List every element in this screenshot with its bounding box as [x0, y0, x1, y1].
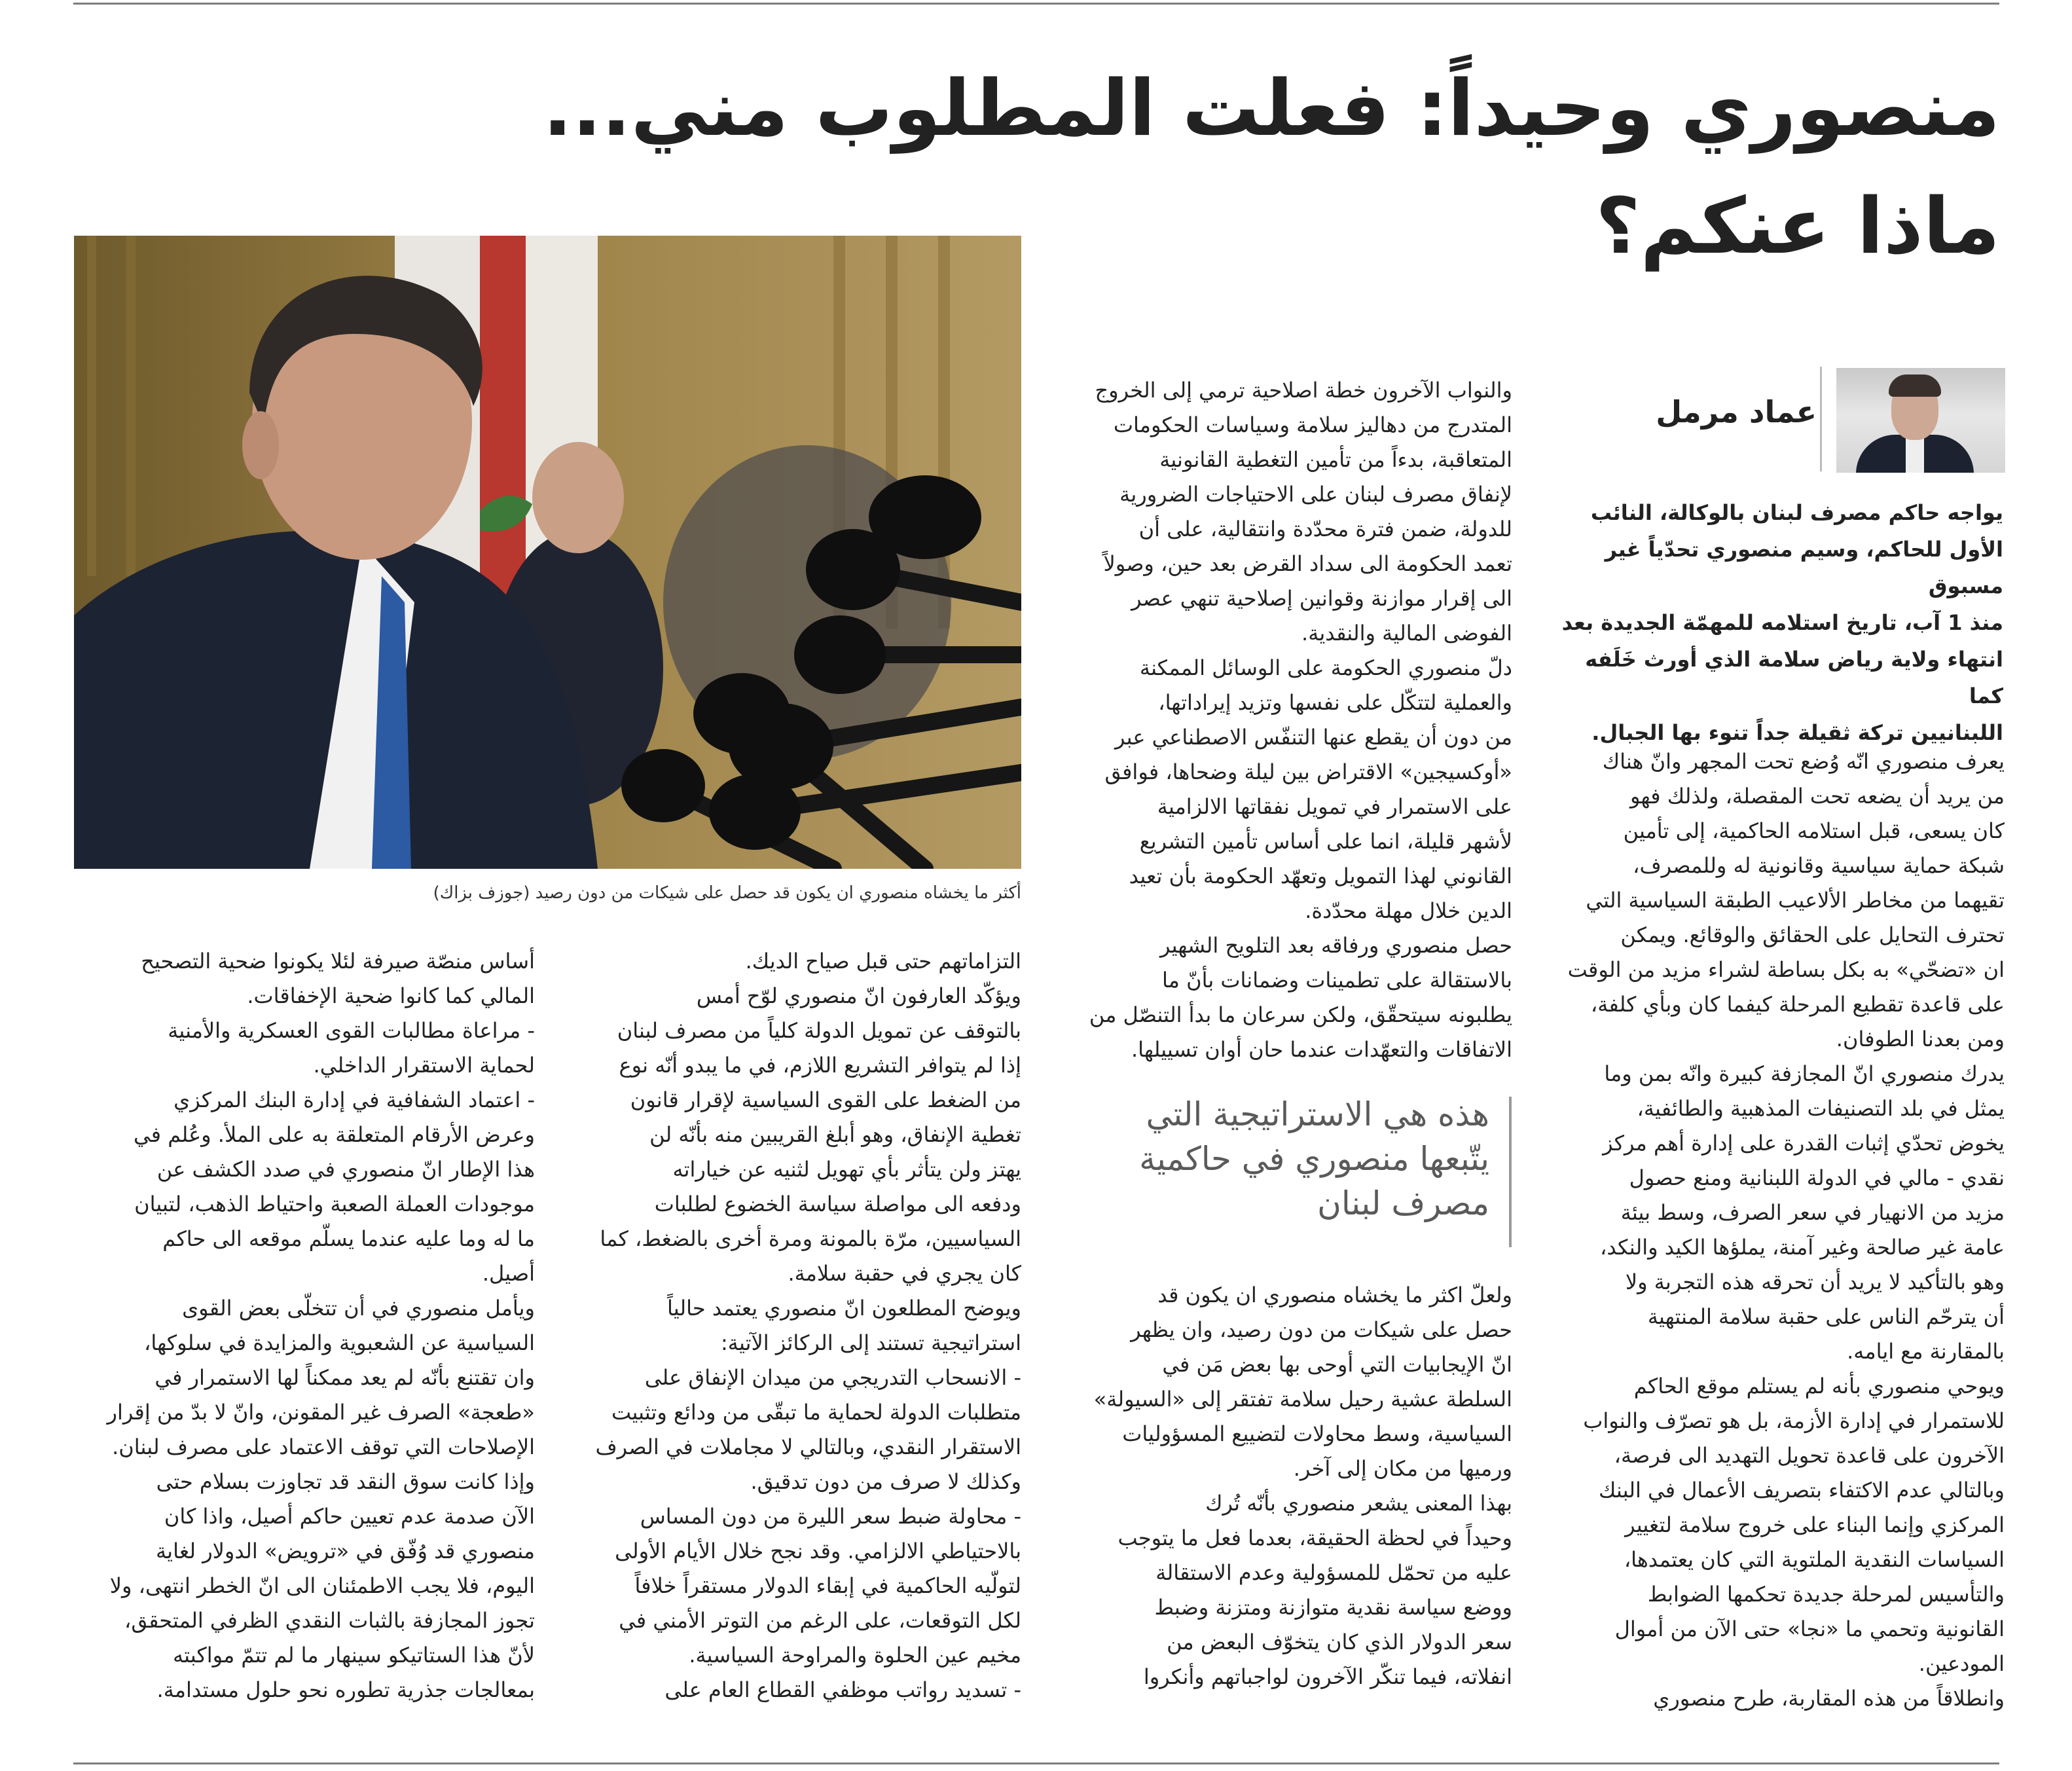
column-line: الفوضى المالية والنقدية. — [1301, 621, 1512, 646]
column-line: يدرك منصوري انّ المجازفة كبيرة وانّه بمن وما — [1604, 1061, 2005, 1086]
column-line: بالاستقالة على تطمينات وضمانات بأنّ ما — [1162, 968, 1512, 993]
column-line: وان تقتنع بأنّه لم يعد ممكناً لها الاستمرار في — [154, 1365, 535, 1390]
column-line: يطلبونه سيتحقّق، ولكن سرعان ما بدأ التنصّل من — [1089, 1002, 1512, 1027]
column-line: بالمقارنة مع ايامه. — [1847, 1339, 2005, 1364]
column-line: على قاعدة تقطيع المرحلة كيفما كان وبأي كلفة، — [1590, 992, 2005, 1017]
column-line: ويوضح المطلعون انّ منصوري يعتمد حالياً — [667, 1296, 1021, 1321]
column-line: انفلاته، فيما تنكّر الآخرون لواجباتهم وأنكروا — [1143, 1664, 1512, 1689]
column-line: الاتفاقات والتعهّدات عندما حان أوان تسييلها. — [1131, 1037, 1512, 1062]
lead-line: الأول للحاكم، وسيم منصوري تحدّياً غير مسبوق — [1605, 537, 2003, 598]
column-line: أساس منصّة صيرفة لئلا يكونوا ضحية التصحيح — [141, 949, 535, 974]
column-line: ويؤكّد العارفون انّ منصوري لوّح أمس — [696, 983, 1021, 1008]
column-line: بالتوقف عن تمويل الدولة كلياً من مصرف لبنان — [617, 1018, 1021, 1043]
column-line: ان «تضحّي» به بكل بساطة لشراء مزيد من الوقت — [1567, 957, 2005, 982]
column-line: انّ الإيجابيات التي أوحى بها بعض مَن في — [1162, 1352, 1512, 1377]
column-line: - مراعاة مطالبات القوى العسكرية والأمنية — [168, 1018, 535, 1043]
column-line: السياسية، وسط محاولات لتضييع المسؤوليات — [1122, 1421, 1512, 1446]
column-line: المالي كما كانوا ضحية الإخفاقات. — [247, 983, 535, 1008]
column-line: الى إقرار موازنة وقوانين إصلاحية تنهي عصر — [1131, 586, 1512, 611]
column-line: لتولّيه الحاكمية في إبقاء الدولار مستقراً خلافاً — [634, 1573, 1021, 1598]
headline-line-1: منصوري وحيداً: فعلت المطلوب مني... — [543, 63, 2000, 153]
lead-line: يواجه حاكم مصرف لبنان بالوكالة، النائب — [1590, 500, 2003, 525]
column-line: والنواب الآخرون خطة اصلاحية ترمي إلى الخروج — [1095, 378, 1512, 403]
column-line: إذا لم يتوافر التشريع اللازم، في ما يبدو أنّه نوع — [619, 1053, 1021, 1078]
column-line: المتعاقبة، بدءاً من تأمين التغطية القانونية — [1159, 447, 1512, 472]
column-line: سعر الدولار الذي كان يتخوّف البعض من — [1167, 1630, 1512, 1654]
column-line: الإصلاحات التي توقف الاعتماد على مصرف لبنان. — [112, 1434, 535, 1459]
column-line: على الاستمرار في تمويل نفقاتها الالزامية — [1157, 794, 1512, 819]
column-line: لأشهر قليلة، انما على أساس تأمين التشريع — [1139, 829, 1512, 854]
column-line: يخوض تحدّي إثبات القدرة على إدارة أهم مركز — [1603, 1131, 2005, 1156]
pull-quote-line: مصرف لبنان — [1317, 1184, 1489, 1222]
column-line: وعرض الأرقام المتعلقة به على الملأ. وعُلم في — [134, 1122, 535, 1147]
column-line: من يريد أن يضعه تحت المقصلة، ولذلك فهو — [1629, 784, 2005, 809]
column-line: ويوحي منصوري بأنه لم يستلم موقع الحاكم — [1633, 1374, 2005, 1398]
column-line: لأنّ هذا الستاتيكو سينهار ما لم تتمّ مواكبته — [172, 1643, 535, 1668]
author-name: عماد مرمل — [1656, 394, 1817, 429]
column-line: «أوكسيجين» الاقتراض بين ليلة وضحاها، فوافق — [1104, 759, 1512, 784]
column-line: ومن بعدنا الطوفان. — [1836, 1027, 2005, 1051]
column-line: هذا الإطار انّ منصوري في صدد الكشف عن — [156, 1157, 535, 1182]
column-line: كان يجري في حقبة سلامة. — [788, 1261, 1021, 1286]
pull-quote-line: هذه هي الاستراتيجية التي — [1146, 1095, 1489, 1133]
column-line: - تسديد رواتب موظفي القطاع العام على — [664, 1677, 1021, 1702]
column-line: الاستقرار النقدي، وبالتالي لا مجاملات في الصرف — [595, 1434, 1021, 1459]
column-line: مزيد من الانهيار في سعر الصرف، وسط بيئة — [1620, 1200, 2005, 1225]
column-line: تعمد الحكومة الى سداد القرض بعد حين، وصولاً — [1103, 551, 1512, 576]
column-line: نقدي - مالي في الدولة اللبنانية ومنع حصول — [1629, 1165, 2005, 1190]
article-column-2 — [1057, 373, 1512, 1067]
article-column-1 — [1532, 744, 2005, 1716]
column-line: للاستمرار في إدارة الأزمة، بل هو تصرّف والنواب — [1583, 1408, 2005, 1433]
column-line: تجوز المجازفة بالثبات النقدي الظرفي المتحقق، — [124, 1608, 535, 1633]
column-line: حصل على شيكات من دون رصيد، وان يظهر — [1131, 1317, 1512, 1342]
column-line: المودعين. — [1918, 1651, 2005, 1676]
column-line: وهو بالتأكيد لا يريد أن تحرقه هذه التجربة ولا — [1625, 1269, 2005, 1294]
column-line: للدولة، ضمن فترة محدّدة وانتقالية، على أن — [1138, 517, 1512, 541]
column-line: الدين خلال مهلة محدّدة. — [1305, 898, 1512, 923]
column-line: القانونية وتحمي ما «نجا» حتى الآن من أموال — [1614, 1616, 2005, 1641]
column-line: عامة غير صالحة وغير آمنة، يملؤها الكيد والنكد، — [1599, 1235, 2005, 1260]
pull-quote-rule — [1509, 1097, 1512, 1247]
column-line: يهتز ولن يتأثر بأي تهويل لثنيه عن خياراته — [672, 1157, 1021, 1182]
lead-paragraph — [1558, 494, 2003, 751]
column-line: ورميها من مكان إلى آخر. — [1293, 1456, 1512, 1481]
column-line: موجودات العملة الصعبة واحتياط الذهب، لتبيان — [134, 1192, 535, 1216]
column-line: أن يترحّم الناس على حقبة سلامة المنتهية — [1647, 1304, 2005, 1329]
headline-line-2: ماذا عنكم؟ — [1595, 181, 2000, 271]
column-line: الآخرون على قاعدة تحويل التهديد الى فرصة، — [1614, 1443, 2005, 1468]
column-line: والتأسيس لمرحلة جديدة تحكمها الضوابط — [1647, 1582, 2005, 1607]
column-line: يمثل في بلد التصنيفات المذهبية والطائفية، — [1637, 1096, 2005, 1121]
column-line: تغطية الإنفاق، وهو أبلغ القريبين منه بأنّه لن — [649, 1122, 1021, 1147]
article-column-3 — [550, 944, 1021, 1707]
column-line: وبالتالي عدم الاكتفاء بتصريف الأعمال في البنك — [1598, 1478, 2005, 1503]
column-line: القانوني لهذا التمويل وتعهّد الحكومة بأن تعيد — [1129, 864, 1512, 888]
column-line: من الضغط على القوى السياسية لإقرار قانون — [630, 1087, 1021, 1112]
photo-caption: أكثر ما يخشاه منصوري ان يكون قد حصل على شيكات من دون رصيد (جوزف بزاك) — [433, 883, 1021, 903]
column-line: ويأمل منصوري في أن تتخلّى بعض القوى — [182, 1296, 535, 1321]
column-line: من دون أن يقطع عنها التنفّس الاصطناعي عبر — [1115, 725, 1512, 750]
column-line: لإنفاق مصرف لبنان على الاحتياجات الضرورية — [1119, 482, 1512, 507]
column-line: متطلبات الدولة لحماية ما تبقّى من ودائع وتثبيت — [611, 1400, 1021, 1425]
column-line: - اعتماد الشفافية في إدارة البنك المركزي — [173, 1087, 535, 1112]
column-line: وحيداً في لحظة الحقيقة، بعدما فعل ما يتوجب — [1118, 1525, 1512, 1550]
column-line: أصيل. — [482, 1261, 535, 1286]
column-line: والعملية لتتكّل على نفسها وتزيد إيراداتها، — [1158, 690, 1512, 715]
column-line: لكل التوقعات، على الرغم من التوتر الأمني في — [619, 1608, 1021, 1633]
article-column-2-continued — [1057, 1278, 1512, 1694]
column-line: ووضع سياسة نقدية متوازنة ومتزنة وضبط — [1154, 1595, 1512, 1620]
column-line: الآن صدمة عدم تعيين حاكم أصيل، واذا كان — [164, 1504, 535, 1529]
lead-line: انتهاء ولاية رياض سلامة الذي أورث خَلَفه كما — [1585, 647, 2003, 708]
column-line: تقيهما من مخاطر الألاعيب الطبقة السياسية التي — [1586, 888, 2005, 913]
column-line: السلطة عشية رحيل سلامة تفتقر إلى «السيولة» — [1093, 1387, 1512, 1412]
column-line: دلّ منصوري الحكومة على الوسائل الممكنة — [1139, 655, 1512, 680]
column-line: يعرف منصوري انّه وُضع تحت المجهر وانّ هناك — [1602, 749, 2005, 774]
bottom-rule — [73, 1762, 1999, 1764]
column-line: السياسية عن الشعبوية والمزايدة في سلوكها، — [144, 1330, 535, 1355]
column-line: - الانسحاب التدريجي من ميدان الإنفاق على — [644, 1365, 1021, 1390]
column-line: التزاماتهم حتى قبل صياح الديك. — [745, 949, 1021, 974]
column-line: عليه من تحمّل للمسؤولية وعدم الاستقالة — [1155, 1560, 1512, 1585]
column-line: بالاحتياطي الالزامي. وقد نجح خلال الأيام الأولى — [615, 1539, 1021, 1563]
column-line: اليوم، فلا يجب الاطمئنان الى انّ الخطر انتهى، ولا — [109, 1573, 535, 1598]
lead-line: منذ 1 آب، تاريخ استلامه للمهمّة الجديدة بعد — [1561, 610, 2003, 635]
column-line: السياسيين، مرّة بالمونة ومرة أخرى بالضغط، كما — [600, 1226, 1021, 1251]
column-line: بمعالجات جذرية تطوره نحو حلول مستدامة. — [156, 1677, 535, 1702]
column-line: حصل منصوري ورفاقه بعد التلويح الشهير — [1160, 933, 1512, 958]
column-line: ولعلّ اكثر ما يخشاه منصوري ان يكون قد — [1157, 1283, 1512, 1307]
column-line: المركزي وإنما البناء على خروج سلامة لتغيير — [1625, 1512, 2005, 1537]
article-photo — [74, 236, 1021, 869]
top-rule — [73, 3, 1999, 5]
column-line: - محاولة ضبط سعر الليرة من دون المساس — [640, 1504, 1021, 1529]
column-line: مخيم عين الحلوة والمراوحة السياسية. — [689, 1643, 1021, 1668]
column-line: استراتيجية تستند إلى الركائز الآتية: — [721, 1330, 1021, 1355]
author-separator — [1820, 367, 1822, 471]
column-line: منصوري قد وُفّق في «ترويض» الدولار لغاية — [156, 1539, 535, 1563]
column-line: شبكة حماية سياسية وقانونية له وللمصرف، — [1633, 853, 2005, 878]
column-line: ما له وما عليه عندما يسلّم موقعه الى حاكم — [162, 1226, 535, 1251]
column-line: لحماية الاستقرار الداخلي. — [313, 1053, 535, 1078]
column-line: بهذا المعنى يشعر منصوري بأنّه تُرك — [1205, 1491, 1512, 1516]
pull-quote-line: يتّبعها منصوري في حاكمية — [1139, 1140, 1489, 1178]
column-line: كان يسعى، قبل استلامه الحاكمية، إلى تأمين — [1623, 818, 2005, 843]
column-line: وانطلاقاً من هذه المقاربة، طرح منصوري — [1653, 1686, 2005, 1711]
column-line: المتدرج من دهاليز سلامة وسياسات الحكومات — [1113, 412, 1512, 437]
column-line: «طعجة» الصرف غير المقونن، وانّ لا بدّ من إقرار — [107, 1400, 535, 1425]
author-photo — [1836, 368, 2005, 473]
column-line: تحترف التحايل على الحقائق والوقائع. ويمكن — [1620, 922, 2005, 947]
column-line: ودفعه الى مواصلة سياسة الخضوع لطلبات — [654, 1192, 1021, 1216]
column-line: وإذا كانت سوق النقد قد تجاوزت بسلام حتى — [156, 1469, 535, 1494]
pull-quote — [1057, 1092, 1489, 1226]
article-column-4 — [73, 944, 535, 1707]
column-line: السياسات النقدية الملتوية التي كان يعتمدها، — [1624, 1547, 2005, 1572]
lead-line: اللبنانيين تركة ثقيلة جداً تنوء بها الجبال. — [1591, 720, 2003, 745]
column-line: وكذلك لا صرف من دون تدقيق. — [750, 1469, 1021, 1494]
